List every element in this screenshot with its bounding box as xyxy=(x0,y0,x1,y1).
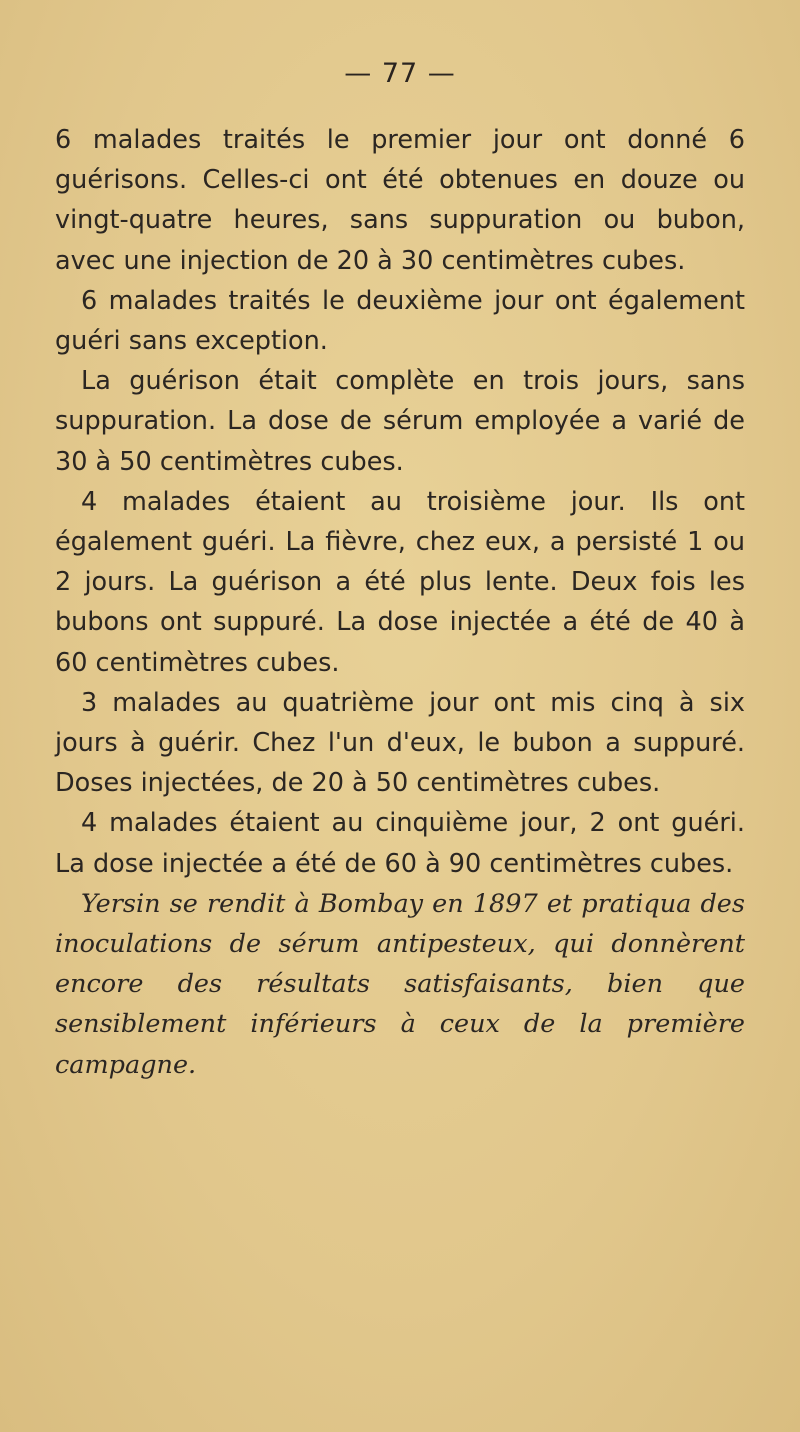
paragraph-second-day: 6 malades traités le deuxième jour ont également guéri sans exception. xyxy=(55,285,745,357)
paragraph-first-day: 6 malades traités le premier jour ont donné 6 guérisons. Celles-ci ont été obtenues en douze ou vingt-quatre heures, sans suppuration ou bubon, avec une injection de 20 à 30 centimètres cubes. xyxy=(55,125,745,276)
paragraph-fourth-day: 3 malades au quatrième jour ont mis cinq à six jours à guérir. Chez l'un d'eux, le bubon a suppuré. Doses injectées, de 20 à 50 centimètres cubes. xyxy=(55,687,745,799)
body-text xyxy=(55,120,745,1085)
paragraph-recovery: La guérison était complète en trois jours, sans suppuration. La dose de sérum employée a varié de 30 à 50 centimètres cubes. xyxy=(55,366,745,477)
paragraph-yersin-bombay: Yersin se rendit à Bombay en 1897 et pratiqua des inoculations de sérum antipesteux, qui donnèrent encore des résultats satisfaisants, bien que sensiblement inférieurs à ceux de la première campagne. xyxy=(55,888,745,1080)
paragraph-third-day: 4 malades étaient au troisième jour. Ils ont également guéri. La fièvre, chez eux, a persisté 1 ou 2 jours. La guérison a été plus lente. Deux fois les bubons ont suppuré. La dose injectée a été de 40 à 60 centimètres cubes. xyxy=(55,486,745,678)
page-number: — 77 — xyxy=(344,58,456,89)
paragraph-fifth-day: 4 malades étaient au cinquième jour, 2 ont guéri. La dose injectée a été de 60 à 90 centimètres cubes. xyxy=(55,808,745,879)
